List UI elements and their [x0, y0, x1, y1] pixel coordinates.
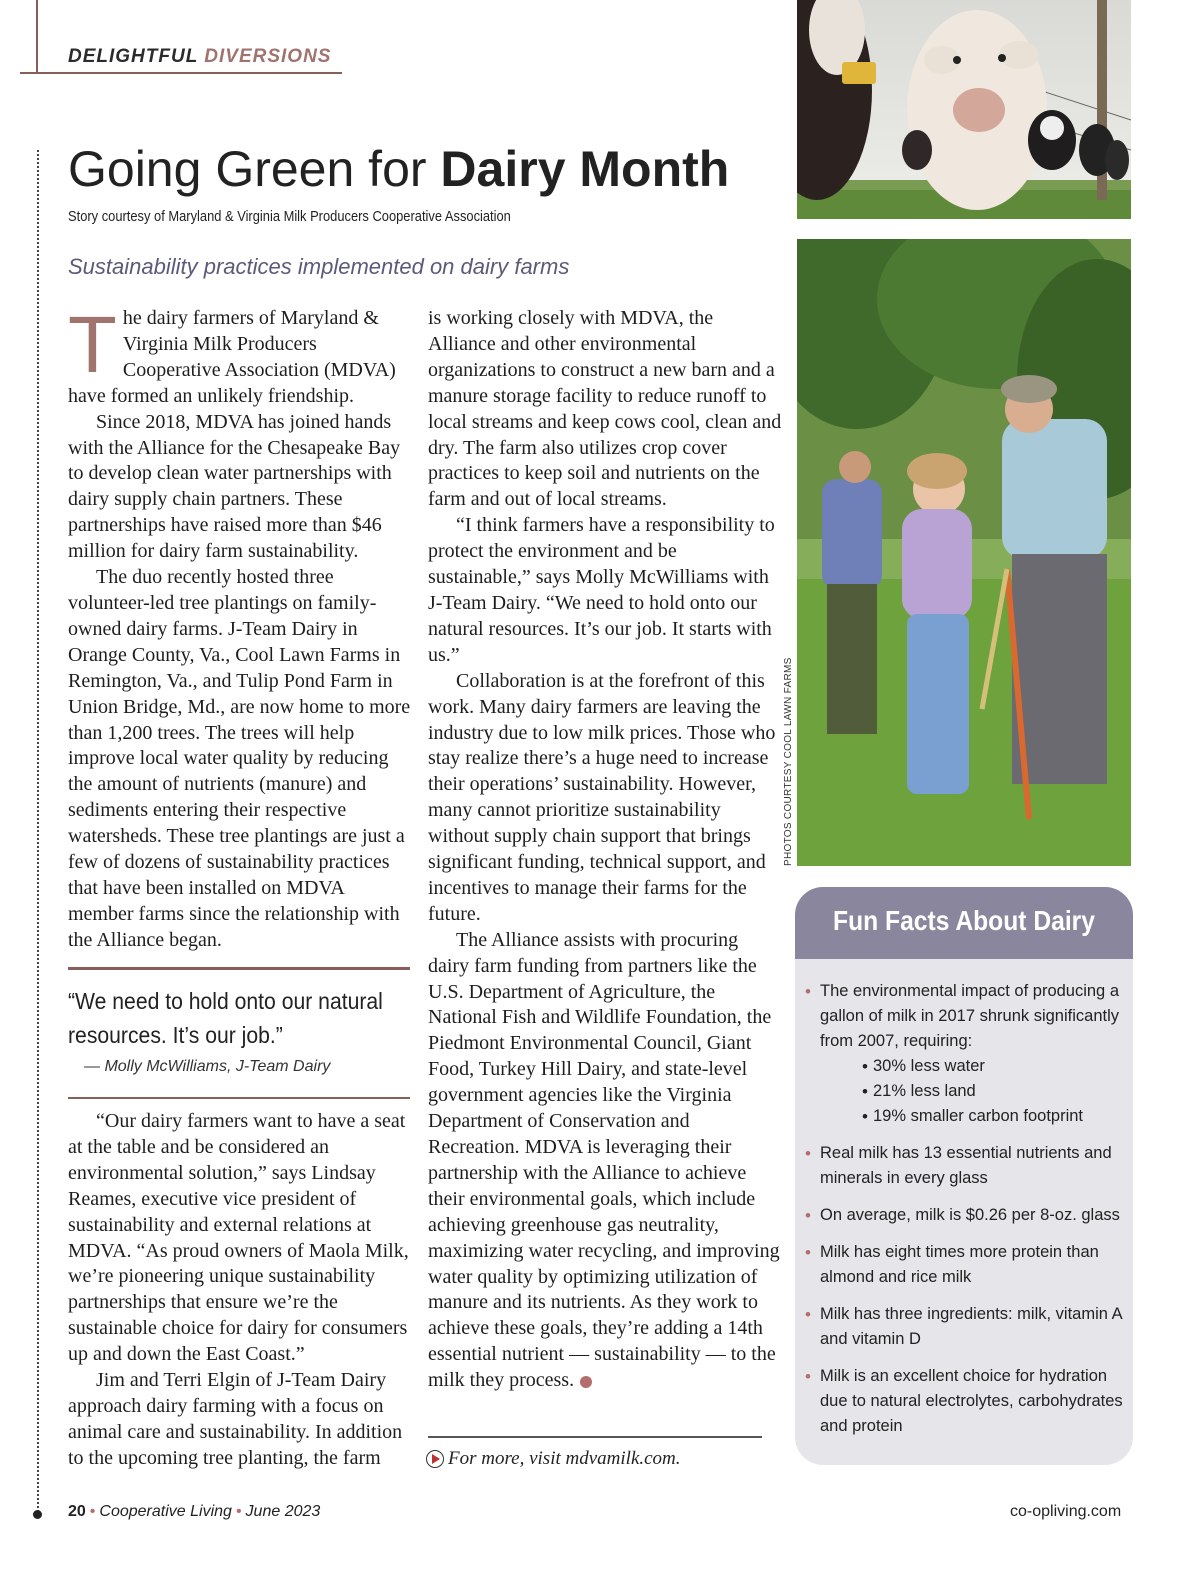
body-column-1	[68, 300, 414, 954]
header-rule-vertical	[36, 0, 38, 74]
title-light: Going Green for	[68, 141, 441, 197]
pull-quote: “We need to hold onto our natural resources. It’s our job.”	[68, 988, 383, 1048]
paragraph-6: is working closely with MDVA, the Alliance and other environmental organizations to construct a new barn and a manure storage facility to reduce runoff to local streams and keep cows cool, clean and dry. The farm also utilizes crop cover practices to keep soil and nutrients on the farm and out of local streams.	[428, 307, 782, 511]
photo-credit: PHOTOS COURTESY COOL LAWN FARMS	[783, 657, 794, 866]
article-title	[68, 140, 729, 198]
fact-item: • Real milk has 13 essential nutrients and minerals in every glass	[805, 1141, 1123, 1191]
tree-planting-illustration	[797, 239, 1131, 866]
footer-separator: •	[89, 1503, 96, 1520]
fact-item: • Milk is an excellent choice for hydration due to natural electrolytes, carbohydrates and protein	[805, 1364, 1123, 1439]
article-subhead: Sustainability practices implemented on dairy farms	[68, 254, 570, 279]
paragraph-5: Jim and Terri Elgin of J-Team Dairy approach dairy farming with a focus on animal care and sustainability. In addition to the upcoming tree planting, the farm	[68, 1369, 403, 1469]
paragraph-7: “I think farmers have a responsibility to protect the environment and be sustainable,” says Molly McWilliams with J-Team Dairy. “We need to hold onto our natural resources. It’s our job. It starts with us.”	[428, 514, 775, 666]
fact-subitem: • 30% less water	[862, 1054, 1123, 1079]
cows-photo	[797, 0, 1131, 219]
end-mark-icon	[580, 1376, 592, 1388]
fun-facts-sidebar	[795, 887, 1133, 1465]
play-arrow-icon	[426, 1450, 444, 1468]
visit-rule	[428, 1436, 762, 1438]
pull-quote-attribution: — Molly McWilliams, J-Team Dairy	[84, 1058, 331, 1075]
visit-link[interactable]	[426, 1448, 681, 1470]
issue-date: June 2023	[245, 1503, 321, 1520]
tree-planting-photo	[797, 239, 1131, 866]
sidebar-title: Fun Facts About Dairy	[833, 905, 1095, 936]
body-column-2	[428, 306, 784, 1394]
page-number: 20	[68, 1503, 86, 1520]
paragraph-8: Collaboration is at the forefront of this work. Many dairy farmers are leaving the industry due to low milk prices. Those who stay realize there’s a huge need to increase their operations’ sustainability. However, many cannot prioritize sustainability without supply chain support that brings significant funding, technical support, and incentives to manage their farms for the future.	[428, 669, 776, 925]
fact-item: • On average, milk is $0.26 per 8-oz. glass	[805, 1203, 1123, 1228]
fact-sublist	[820, 1054, 1123, 1129]
fun-facts-list	[805, 979, 1123, 1451]
title-bold: Dairy Month	[440, 141, 730, 197]
paragraph-4: “Our dairy farmers want to have a seat at the table and be considered an environmental solution,” says Lindsay Reames, executive vice president of sustainability and external relations at MDVA. “As proud owners of Maola Milk, we’re pioneering unique sustainability partnerships that ensure we’re the sustainable choice for dairy for consumers up and down the East Coast.”	[68, 1110, 409, 1366]
drop-cap: T	[68, 300, 117, 389]
pull-quote-rule-top	[68, 967, 410, 970]
footer-separator: •	[235, 1503, 242, 1520]
story-credit: Story courtesy of Maryland & Virginia Milk Producers Cooperative Association	[68, 208, 511, 225]
fact-item: • The environmental impact of producing a gallon of milk in 2017 shrunk significantly from 2007, requiring: • 30% less water • 21% less land • 19% smaller carbon footprint	[805, 979, 1123, 1129]
dotted-margin-rule	[37, 150, 39, 1512]
visit-text: For more, visit mdvamilk.com.	[448, 1448, 681, 1469]
page-footer	[68, 1503, 320, 1521]
cows-photo-illustration	[797, 0, 1131, 219]
header-rule	[20, 72, 342, 74]
footer-website[interactable]: co-opliving.com	[1010, 1503, 1122, 1520]
section-label-word1: DELIGHTFUL	[68, 46, 198, 67]
fact-item: • Milk has eight times more protein than almond and rice milk	[805, 1240, 1123, 1290]
fact-subitem: • 19% smaller carbon footprint	[862, 1104, 1123, 1129]
publication-name: Cooperative Living	[99, 1503, 232, 1520]
fact-subitem: • 21% less land	[862, 1079, 1123, 1104]
paragraph-3: The duo recently hosted three volunteer-led tree plantings on family-owned dairy farms. J-Team Dairy in Orange County, Va., Cool Lawn Farms in Remington, Va., and Tulip Pond Farm in Union Bridge, Md., are now home to more than 1,200 trees. The trees will help improve local water quality by reducing the amount of nutrients (manure) and sediments entering their respective watersheds. These tree plantings are just a few of dozens of sustainability practices that have been installed on MDVA member farms since the relationship with the Alliance began.	[68, 566, 411, 951]
body-column-1-continued	[68, 1109, 414, 1472]
section-label-word2: DIVERSIONS	[204, 46, 332, 67]
fact-item: • Milk has three ingredients: milk, vitamin A and vitamin D	[805, 1302, 1123, 1352]
paragraph-2: Since 2018, MDVA has joined hands with the Alliance for the Chesapeake Bay to develop clean water partnerships with dairy supply chain partners. These partnerships have raised more than $46 million for dairy farm sustainability.	[68, 410, 401, 563]
pull-quote-rule-bottom	[68, 1097, 410, 1099]
paragraph-9: The Alliance assists with procuring dairy farm funding from partners like the U.S. Department of Agriculture, the National Fish and Wildlife Foundation, the Piedmont Environmental Council, Giant Food, Turkey Hill Dairy, and state-level government agencies like the Virginia Department of Conservation and Recreation. MDVA is leveraging their partnership with the Alliance to achieve their environmental goals, which include achieving greenhouse gas neutrality, maximizing water recycling, and improving water quality by optimizing utilization of manure and its nutrients. As they work to achieve these goals, they’re adding a 14th essential nutrient — sustainability — to the milk they process.	[428, 928, 780, 1392]
paragraph-1: The dairy farmers of Maryland & Virginia Milk Producers Cooperative Association (MDVA) have formed an unlikely friendship.	[68, 300, 396, 407]
margin-dot	[33, 1510, 42, 1519]
section-label	[68, 46, 331, 68]
